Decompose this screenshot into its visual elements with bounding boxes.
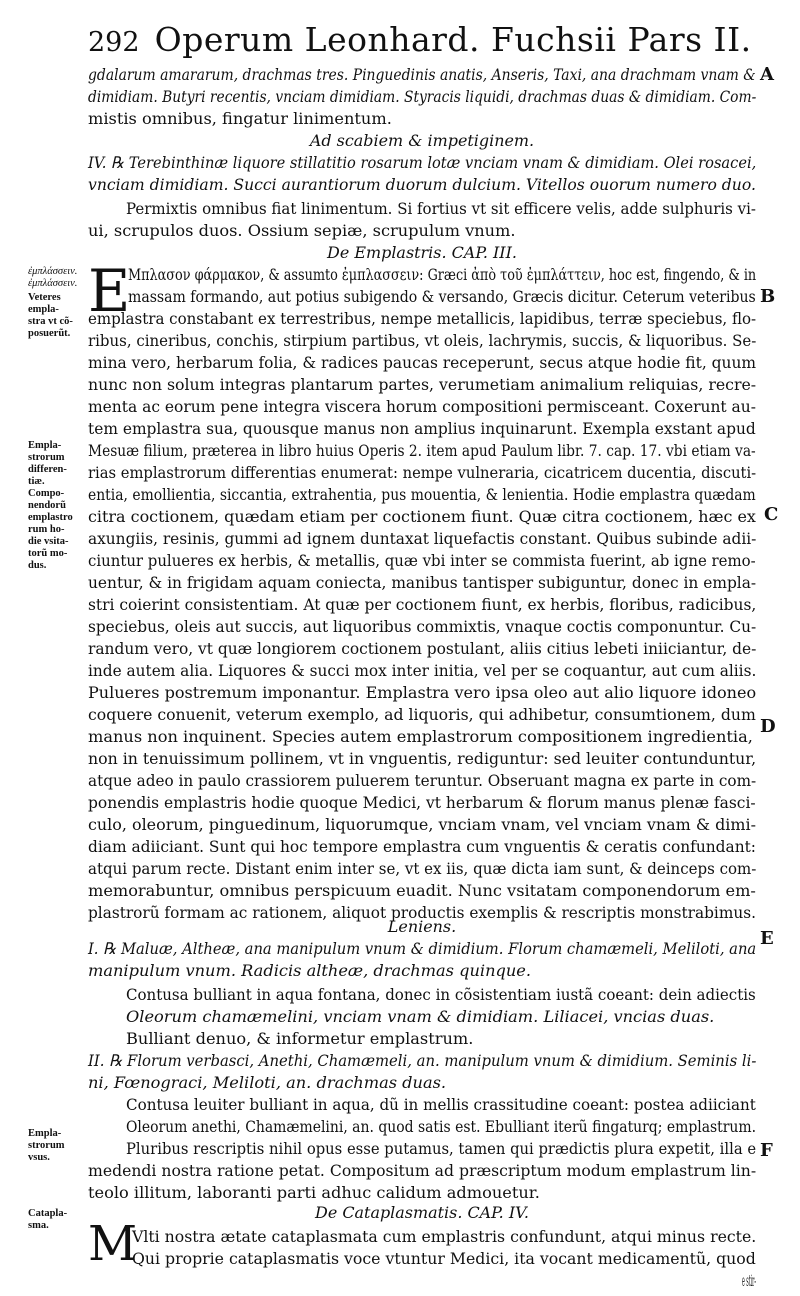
margin-note-vsus: [28, 1128, 84, 1164]
text-line: atque adeo in paulo crassiorem puluerem teruntur. Obseruant magna ex parte in com-: [88, 771, 757, 790]
text-line: gdalarum amararum, drachmas tres. Pinguedinis anatis, Anseris, Taxi, ana drachmam vnam &: [88, 65, 756, 84]
text-line: rias emplastrorum differentias enumerat: nempe vulneraria, cicatricem ducentia, discuti-: [88, 463, 757, 482]
margin-note-cataplasma: [28, 1208, 84, 1232]
catchword: e stir-: [742, 1271, 756, 1290]
chapter-heading: De Emplastris. CAP. III.: [327, 243, 517, 262]
text-line: inde autem alia. Liquores & succi mox inter initia, vel per se coquantur, aut cum aliis.: [88, 661, 757, 680]
text-line: uentur, & in frigidam aquam coniecta, manibus tantisper subiguntur, donec in empla-: [88, 573, 757, 592]
text-line: emplastra constabant ex terrestribus, nempe metallicis, lapidibus, terræ speciebus, flo-: [88, 309, 757, 328]
text-line: memorabuntur, omnibus perspicuum euadit. Nunc vsitatam componendorum em-: [88, 881, 756, 900]
margin-line: Empla-: [28, 1128, 62, 1139]
text-line: menta ac eorum pene integra viscera horum compositioni permisceant. Coxerunt au-: [88, 397, 756, 416]
text-line: Μπλασον φάρμακον, & assumto ἐμπλασσειν: Græci ἀπὸ τοῦ ἐμπλάττειν, hoc est, fingendo, & in: [128, 265, 757, 284]
section-letter: C: [764, 504, 779, 525]
text-line: Oleorum anethi, Chamæmelini, an. quod satis est. Ebulliant iterũ fingaturq; emplastrum.: [126, 1117, 757, 1136]
margin-line: Compo-: [28, 488, 65, 499]
text-line: Oleorum chamæmelini, vnciam vnam & dimidiam. Liliacei, vncias duas.: [126, 1007, 715, 1026]
text-line: Qui proprie cataplasmatis voce vtuntur Medici, ita vocant medicamentũ, quod: [132, 1249, 756, 1268]
margin-line: die vsita-: [28, 536, 69, 547]
text-line: Vlti nostra ætate cataplasmata cum emplastris confundunt, atqui minus recte.: [132, 1227, 757, 1246]
margin-line: posuerũt.: [28, 328, 71, 339]
recipe-line: II. ℞ Florum verbasci, Anethi, Chamæmeli, an. manipulum vnum & dimidium. Seminis li-: [88, 1051, 757, 1070]
section-letter: E: [760, 928, 774, 949]
text-line: ui, scrupulos duos. Ossium sepiæ, scrupulum vnum.: [88, 221, 516, 240]
text-line: nunc non solum integras plantarum partes, verumetiam animalium reliquias, recre-: [88, 375, 757, 394]
margin-line: ἐμπλάσσειν.: [28, 266, 78, 277]
recipe-line: I. ℞ Maluæ, Altheæ, ana manipulum vnum & dimidium. Florum chamæmeli, Meliloti, ana: [88, 939, 757, 958]
margin-line: nendorũ: [28, 500, 66, 511]
margin-line: tiæ.: [28, 476, 45, 487]
margin-line: ἐμπλάσσειν.: [28, 278, 78, 289]
recipe-line: vnciam dimidiam. Succi aurantiorum duorum dulcium. Vitellos ouorum numero duo.: [88, 175, 756, 194]
margin-line: sma.: [28, 1220, 49, 1231]
text-line: teolo illitum, laboranti parti adhuc calidum admouetur.: [88, 1183, 540, 1202]
text-line: Pulueres postremum imponantur. Emplastra vero ipsa oleo aut alio liquore idoneo: [88, 683, 757, 702]
recipe-line: IV. ℞ Terebinthinæ liquore stillatitio rosarum lotæ vnciam vnam & dimidiam. Olei rosacei,: [88, 153, 757, 172]
margin-line: torũ mo-: [28, 548, 68, 559]
text-line: atqui parum recte. Distant enim inter se, vt ex iis, quæ dicta iam sunt, & deinceps com-: [88, 859, 757, 878]
recipe-heading: Leniens.: [387, 917, 457, 936]
margin-line: empla-: [28, 304, 59, 315]
text-line: dimidiam. Butyri recentis, vnciam dimidiam. Styracis liquidi, drachmas duas & dimidiam. Com-: [88, 87, 757, 106]
text-line: mistis omnibus, fingatur linimentum.: [88, 109, 392, 128]
margin-line: emplastro: [28, 512, 73, 523]
text-line: diam adiiciant. Sunt qui hoc tempore emplastra cum vnguentis & ceratis confundant:: [88, 837, 757, 856]
text-line: ponendis emplastris hodie quoque Medici, vt herbarum & florum manus plenæ fasci-: [88, 793, 756, 812]
margin-note-differentiae: [28, 440, 84, 572]
chapter-heading: De Cataplasmatis. CAP. IV.: [315, 1203, 529, 1222]
section-letter: B: [760, 286, 776, 307]
running-title: Operum Leonhard. Fuchsii Pars II.: [154, 20, 752, 59]
margin-line: vsus.: [28, 1152, 50, 1163]
recipe-line: manipulum vnum. Radicis altheæ, drachmas quinque.: [88, 961, 532, 980]
text-line: stri coierint consistentiam. At quæ per coctionem fiunt, ex herbis, floribus, radicibus,: [88, 595, 757, 614]
text-line: non in tenuissimum pollinem, vt in vnguentis, rediguntur: sed leuiter contunduntur,: [88, 749, 757, 768]
text-line: mina vero, herbarum folia, & radices paucas receperunt, secus atque hodie fit, quum: [88, 353, 757, 372]
recipe-line: ni, Fœnograci, Meliloti, an. drachmas duas.: [88, 1073, 447, 1092]
text-line: axungiis, resinis, gummi ad ignem duntaxat liquefactis constant. Quibus subinde adii-: [88, 529, 757, 548]
drop-cap: E: [88, 257, 131, 325]
margin-line: strorum: [28, 452, 65, 463]
text-line: speciebus, oleis aut succis, aut liquoribus commixtis, vnaque coctis componuntur. Cu-: [88, 617, 757, 636]
text-line: Permixtis omnibus fiat linimentum. Si fortius vt sit efficere velis, adde sulphuris vi-: [126, 199, 756, 218]
text-line: plastrorũ formam ac rationem, aliquot productis exemplis & rescriptis monstrabimus.: [88, 903, 756, 922]
margin-line: dus.: [28, 560, 47, 571]
margin-line: Empla-: [28, 440, 62, 451]
text-line: coquere conuenit, veterum exemplo, ad liquoris, qui adhibetur, consumtionem, dum: [88, 705, 756, 724]
text-line: Mesuæ filium, præterea in libro huius Operis 2. item apud Paulum libr. 7. cap. 17. vbi etiam va-: [88, 441, 756, 460]
page-number: 292: [88, 27, 140, 58]
section-letter: A: [760, 64, 774, 85]
text-line: Bulliant denuo, & informetur emplastrum.: [126, 1029, 474, 1048]
margin-note-veteres: [28, 292, 84, 340]
text-line: tem emplastra sua, quousque manus non amplius inquinarunt. Exempla exstant apud: [88, 419, 756, 438]
margin-line: strorum: [28, 1140, 65, 1151]
text-line: citra coctionem, quædam etiam per coctionem fiunt. Quæ citra coctionem, hæc ex: [88, 507, 756, 526]
section-letter: D: [760, 716, 776, 737]
margin-line: Catapla-: [28, 1208, 68, 1219]
recipe-heading: Ad scabiem & impetiginem.: [309, 131, 535, 150]
text-line: entia, emollientia, siccantia, extrahentia, pus mouentia, & lenientia. Hodie emplastra quædam: [88, 485, 756, 504]
margin-line: Veteres: [28, 292, 61, 303]
margin-line: stra vt cõ-: [28, 316, 73, 327]
text-line: medendi nostra ratione petat. Compositum ad præscriptum modum emplastrum lin-: [88, 1161, 757, 1180]
margin-line: rum ho-: [28, 524, 65, 535]
drop-cap: M: [88, 1216, 138, 1272]
text-line: Contusa leuiter bulliant in aqua, dũ in mellis crassitudine coeant: postea adiiciant: [126, 1095, 756, 1114]
text-line: ciuntur pulueres ex herbis, & metallis, quæ vbi inter se commista fuerint, ab igne remo-: [88, 551, 756, 570]
text-line: culo, oleorum, pinguedinum, liquorumque, vnciam vnam, vel vnciam vnam & dimi-: [88, 815, 756, 834]
margin-note-greek: [28, 266, 84, 290]
text-line: ribus, cineribus, conchis, stirpium partibus, vt oleis, lachrymis, succis, & liquoribus. Se-: [88, 331, 757, 350]
text-line: massam formando, aut potius subigendo & versando, Græcis dicitur. Ceterum veteribus: [128, 287, 756, 306]
running-header: [88, 20, 788, 59]
text-line: randum vero, vt quæ longiorem coctionem postulant, aliis citius lebeti iniiciantur, de-: [88, 639, 757, 658]
text-line: manus non inquinent. Species autem emplastrorum compositionem ingredientia,: [88, 727, 753, 746]
margin-line: differen-: [28, 464, 67, 475]
text-line: Pluribus rescriptis nihil opus esse putamus, tamen qui prædictis plura expetit, illa e: [126, 1139, 757, 1158]
section-letter: F: [760, 1140, 773, 1161]
text-line: Contusa bulliant in aqua fontana, donec in cõsistentiam iustã coeant: dein adiectis: [126, 985, 756, 1004]
